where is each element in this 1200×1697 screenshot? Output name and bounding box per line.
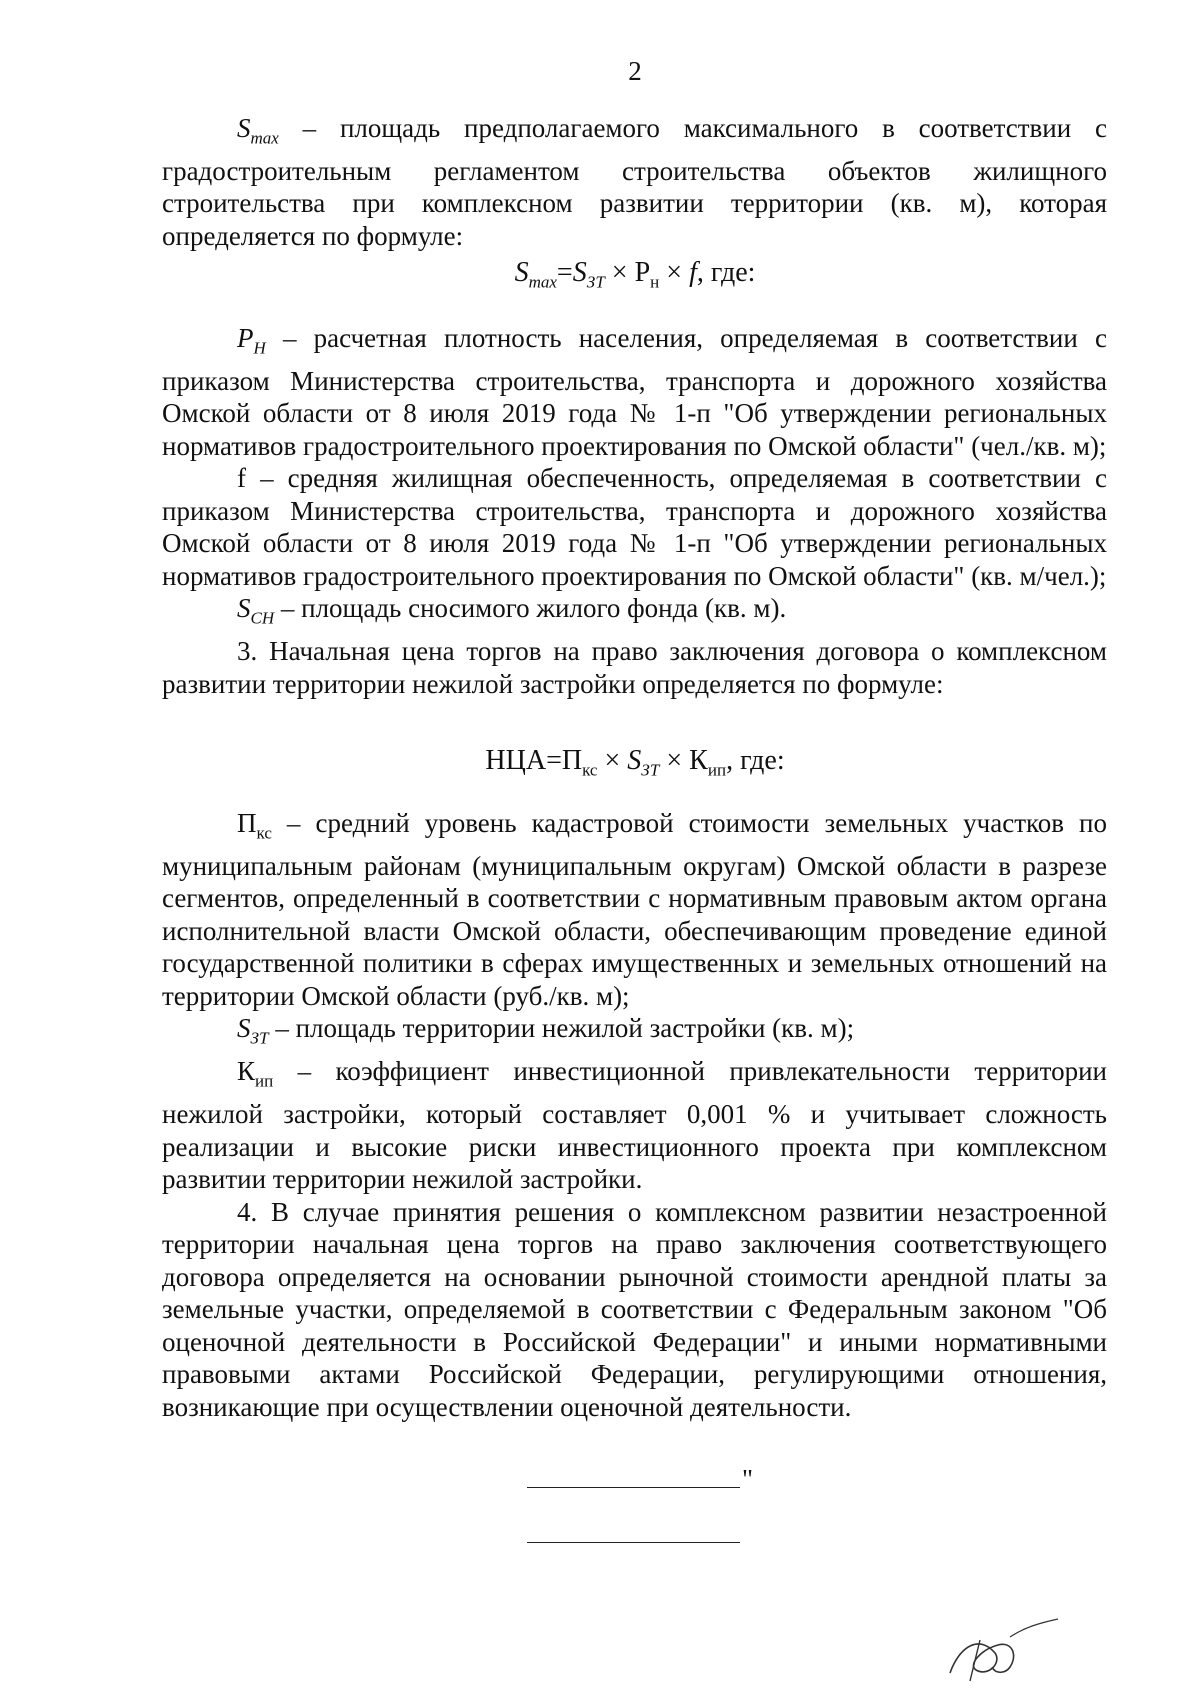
closing-quote: " [742, 1464, 754, 1494]
f-definition: f – средняя жилищная обеспеченность, определяемая в соответствии с приказом Министерства строительства, транспорта и дорожного хозяйства Омской области от 8 июля 2019 года № 1-п "Об утверждении региональных нормативов градостроительного проектирования по Омской области" (кв. м/чел.); [162, 463, 1107, 591]
signature-mark [940, 1615, 1060, 1685]
item-3: 3. Начальная цена торгов на право заключения договора о комплексном развитии территории нежилой застройки определяется по формуле: [162, 636, 1107, 699]
separator-line-1 [527, 1487, 740, 1488]
smax-symbol: $S_{max}$ [237, 113, 279, 148]
page-number: 2 [628, 56, 642, 86]
ph-symbol: $P_H$ [237, 323, 266, 358]
formula-nca: $НЦА=П_{кс} \times S_{ЗТ} \times К_{ип}$, где: [485, 745, 785, 780]
separator-line-2 [527, 1542, 740, 1543]
formula-smax: $S_{max}=S_{ЗТ} \times Р_н \times f$, где: [514, 257, 756, 292]
kip-definition: $К_{ип}$ – коэффициент инвестиционной привлекательности территории нежилой застройки, который составляет 0,001 % и учитывает сложность реализации и высокие риски инвестиционного проекта при комплексном развитии территории нежилой застройки. [162, 1056, 1107, 1195]
pks-definition-block [162, 807, 1107, 1423]
pks-definition: $П_{кс}$ – средний уровень кадастровой стоимости земельных участков по муниципальным районам (муниципальным округам) Омской области в разрезе сегментов, определенный в соответствии с нормативным правовым актом органа исполнительной власти Омской области, обеспечивающим проведение единой государственной политики в сферах имущественных и земельных отношений на территории Омской области (руб./кв. м); [162, 808, 1107, 1011]
item-4: 4. В случае принятия решения о комплексном развитии незастроенной территории начальная цена торгов на право заключения соответствующего договора определяется на основании рыночной стоимости арендной платы за земельные участки, определяемой в соответствии с Федеральным законом "Об оценочной деятельности в Российской Федерации" и иными нормативными правовыми актами Российской Федерации, регулирующими отношения, возникающие при осуществлении оценочной деятельности. [162, 1196, 1107, 1422]
ph-definition: $P_H$ – расчетная плотность населения, определяемая в соответствии с приказом Министерства строительства, транспорта и дорожного хозяйства Омской области от 8 июля 2019 года № 1-п "Об утверждении региональных нормативов градостроительного проектирования по Омской области" (чел./кв. м); f – средняя жилищная обеспеченность, определяемая в соответствии с приказом Министерства строительства, транспорта и дорожного хозяйства Омской области от 8 июля 2019 года № 1-п "Об утверждении региональных нормативов градостроительного проектирования по Омской области" (кв. м/чел.); $S_{СН}$ – площадь сносимого жилого фонда (кв. м). 3. Начальная цена торгов на право заключения договора о комплексном развитии территории нежилой застройки определяется по формуле: [162, 323, 1107, 699]
szt-definition: $S_{ЗТ}$ – площадь территории нежилой застройки (кв. м); [237, 1013, 855, 1048]
sch-definition: $S_{СН}$ – площадь сносимого жилого фонда (кв. м). [237, 593, 787, 628]
smax-definition: $S_{max}$ – площадь предполагаемого максимального в соответствии с градостроительным регламентом строительства объектов жилищного строительства при комплексном развитии территории (кв. м), которая определяется по формуле: [162, 113, 1107, 251]
